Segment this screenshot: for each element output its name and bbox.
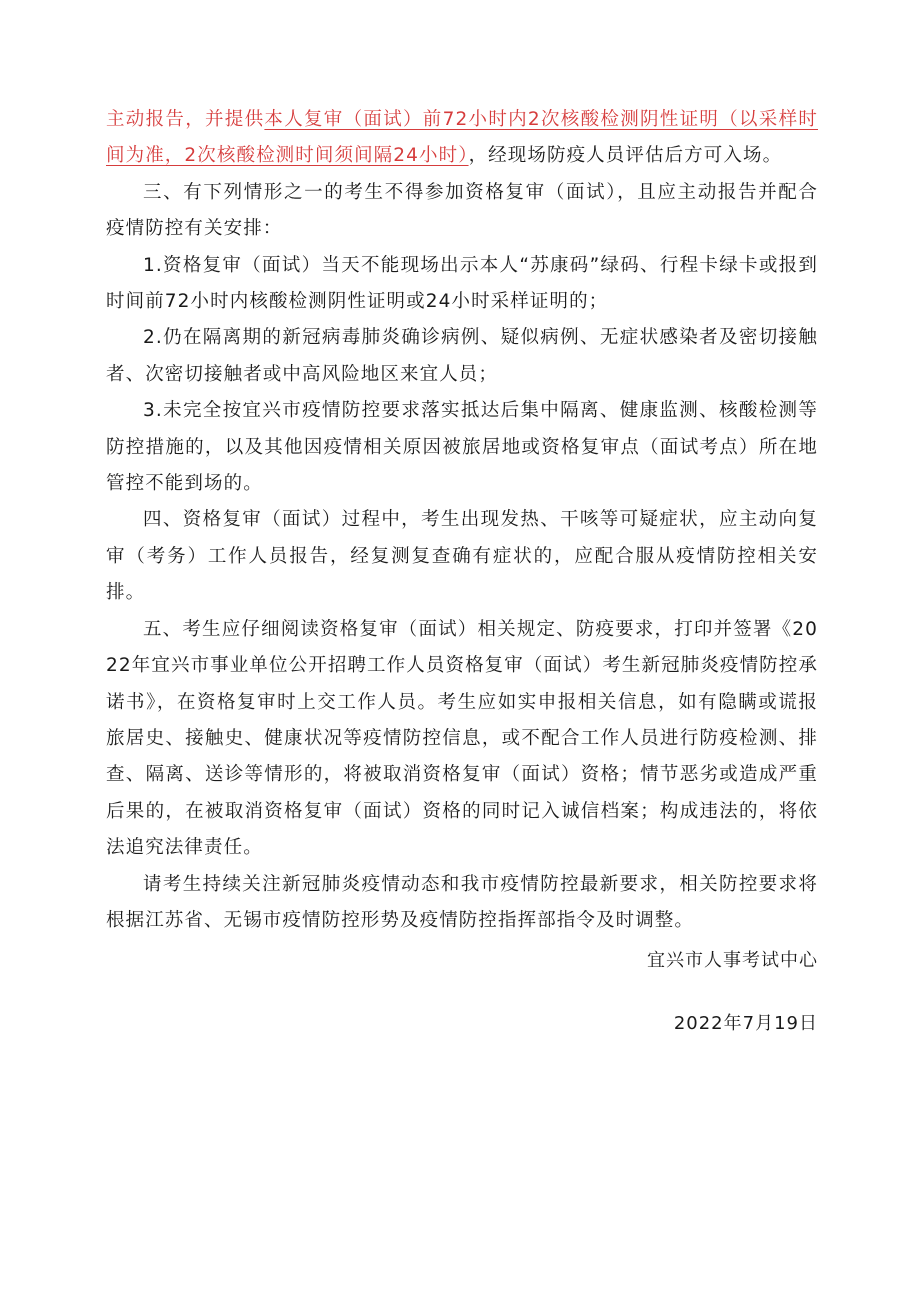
section3-item-3: 3.未完全按宜兴市疫情防控要求落实抵达后集中隔离、健康监测、核酸检测等防控措施的，以及其他因疫情相关原因被旅居地或资格复审点（面试考点）所在地管控不能到场的。	[106, 400, 818, 495]
section4-paragraph: 四、资格复审（面试）过程中，考生出现发热、干咳等可疑症状，应主动向复审（考务）工作人员报告，经复测复查确有症状的，应配合服从疫情防控相关安排。	[106, 509, 818, 604]
section3-item-2: 2.仍在隔离期的新冠病毒肺炎确诊病例、疑似病例、无症状感染者及密切接触者、次密切接触者或中高风险地区来宜人员；	[106, 327, 818, 385]
top-paragraph	[106, 102, 818, 175]
section3-intro: 三、有下列情形之一的考生不得参加资格复审（面试），且应主动报告并配合疫情防控有关安排：	[106, 181, 818, 240]
closing-paragraph: 请考生持续关注新冠肺炎疫情动态和我市疫情防控最新要求，相关防控要求将根据江苏省、无锡市疫情防控形势及疫情防控指挥部指令及时调整。	[106, 873, 818, 931]
signature-date: 2022年7月19日	[673, 1013, 818, 1035]
section3-item-1: 1.资格复审（面试）当天不能现场出示本人“苏康码”绿码、行程卡绿卡或报到时间前72小时内核酸检测阴性证明或24小时采样证明的；	[106, 254, 819, 313]
signature-organization: 宜兴市人事考试中心	[647, 950, 818, 972]
section5-paragraph: 五、考生应仔细阅读资格复审（面试）相关规定、防疫要求，打印并签署《2022年宜兴市事业单位公开招聘工作人员资格复审（面试）考生新冠肺炎疫情防控承诺书》，在资格复审时上交工作人员。考生应如实申报相关信息，如有隐瞒或谎报旅居史、接触史、健康状况等疫情防控信息，或不配合工作人员进行防疫检测、排查、隔离、送诊等情形的，将被取消资格复审（面试）资格；情节恶劣或造成严重后果的，在被取消资格复审（面试）资格的同时记入诚信档案；构成违法的，将依法追究法律责任。	[106, 618, 818, 859]
top-paragraph-rest: ，经现场防疫人员评估后方可入场。	[468, 145, 783, 167]
document-body	[106, 102, 818, 1042]
red-lead-text: 主动报告，并提供	[106, 109, 265, 130]
red-underlined-requirement: 本人复审（面试）前72小时内2次核酸检测阴性证明（以采样时间为准，2次核酸检测时间须间隔24小时）	[106, 109, 818, 167]
